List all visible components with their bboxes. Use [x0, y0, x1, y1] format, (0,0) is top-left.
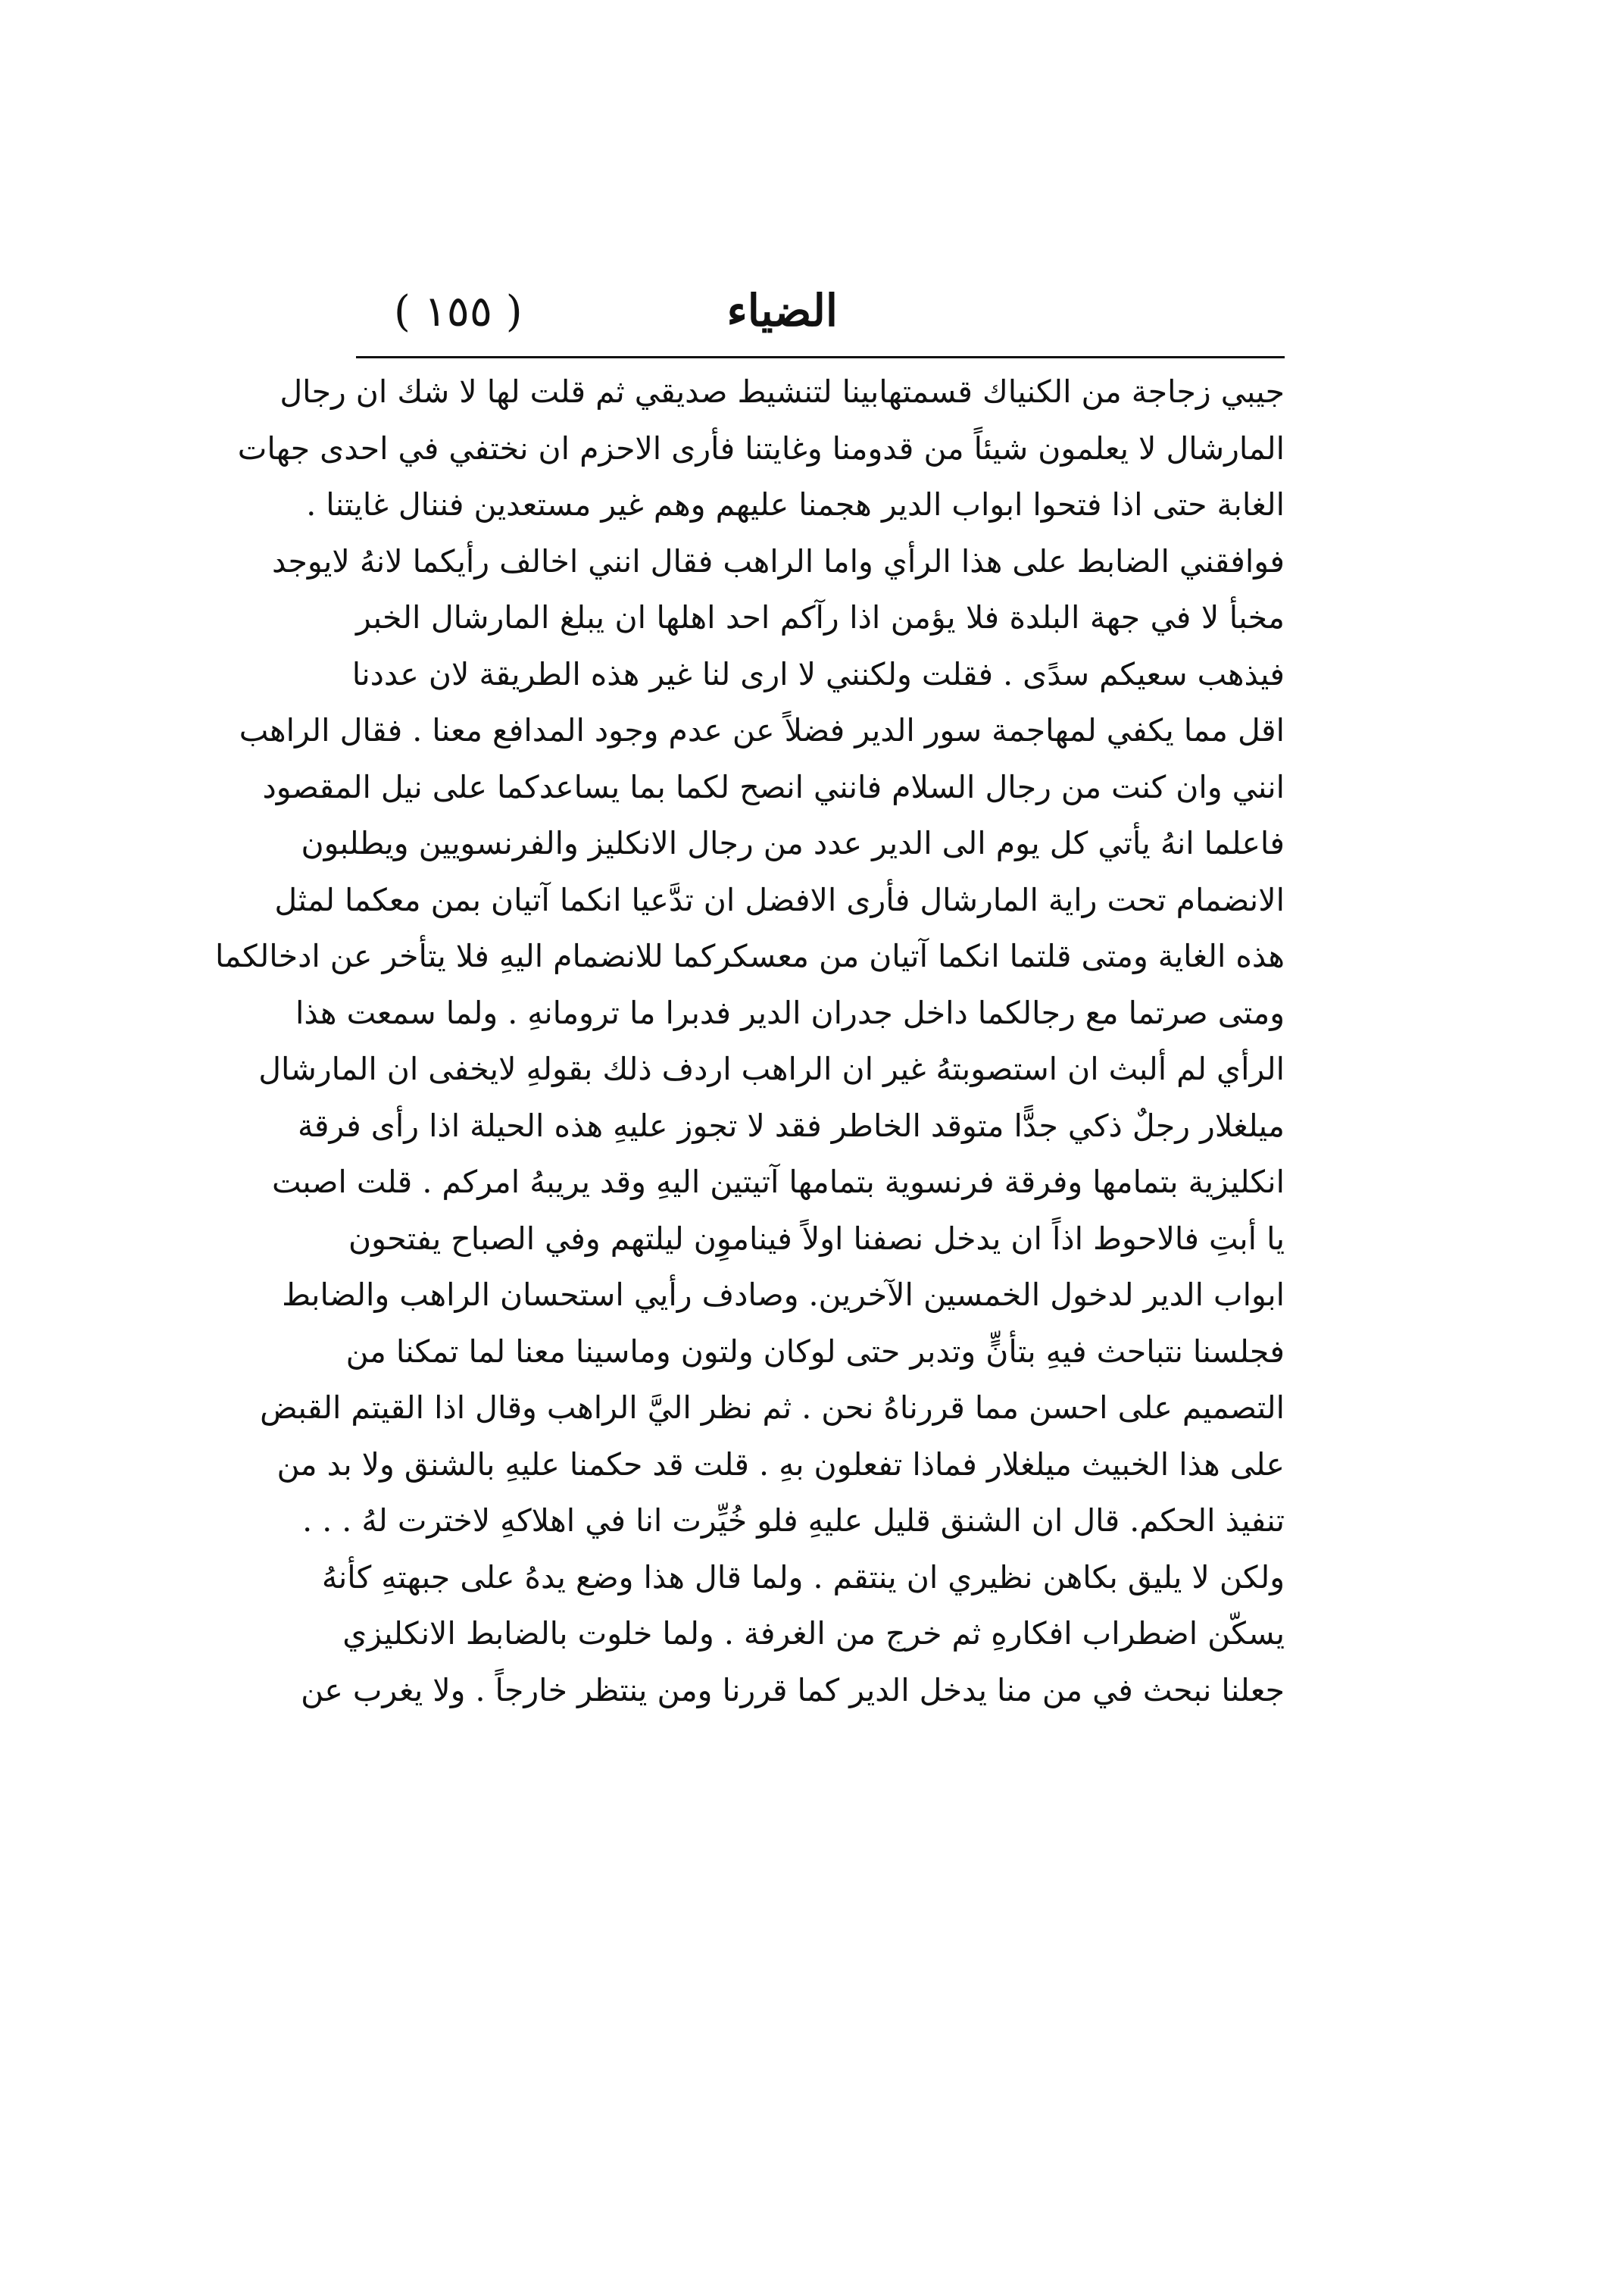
text-line: المارشال لا يعلمون شيئاً من قدومنا وغايتنا فأرى الاحزم ان نختفي في احدى جهات [237, 430, 1285, 467]
text-line: ميلغلار رجلٌ ذكي جدًّا متوقد الخاطر فقد لا تجوز عليهِ هذه الحيلة اذا رأى فرقة [297, 1107, 1285, 1144]
body-text [214, 364, 1285, 1718]
text-line: اقل مما يكفي لمهاجمة سور الدير فضلاً عن عدم وجود المدافع معنا . فقال الراهب [239, 712, 1285, 749]
text-line: الرأي لم ألبث ان استصوبتهُ غير ان الراهب اردف ذلك بقولهِ لايخفى ان المارشال [258, 1051, 1285, 1087]
text-line: يسكّن اضطراب افكارهِ ثم خرج من الغرفة . ولما خلوت بالضابط الانكليزي [342, 1615, 1285, 1652]
text-line: فوافقني الضابط على هذا الرأي واما الراهب فقال انني اخالف رأيكما لانهُ لايوجد [271, 542, 1285, 580]
running-header [356, 273, 1285, 356]
header-divider [356, 356, 1285, 358]
text-line: مخبأ لا في جهة البلدة فلا يؤمن اذا رآكم احد اهلها ان يبلغ المارشال الخبر [356, 599, 1285, 636]
text-line: التصميم على احسن مما قررناهُ نحن . ثم نظر اليَّ الراهب وقال اذا القيتم القبض [260, 1389, 1285, 1426]
text-line: ولكن لا يليق بكاهن نظيري ان ينتقم . ولما قال هذا وضع يدهُ على جبهتهِ كأنهُ [321, 1558, 1285, 1596]
text-line: ابواب الدير لدخول الخمسين الآخرين. وصادف رأيي استحسان الراهب والضابط [282, 1277, 1285, 1313]
text-line: فجلسنا نتباحث فيهِ بتأنٍّ وتدبر حتى لوكان ولتون وماسينا معنا لما تمكنا من [345, 1333, 1285, 1370]
text-line: انني وان كنت من رجال السلام فانني انصح لكما بما يساعدكما على نيل المقصود [262, 768, 1285, 805]
text-line: فيذهب سعيكم سدًى . فقلت ولكنني لا ارى لنا غير هذه الطريقة لان عددنا [351, 655, 1285, 692]
text-line: الانضمام تحت راية المارشال فأرى الافضل ان تدَّعيا انكما آتيان بمن معكما لمثل [274, 881, 1285, 918]
text-line: يا أبتِ فالاحوط اذاً ان يدخل نصفنا اولاً فيناموِن ليلتهم وفي الصباح يفتحون [348, 1220, 1285, 1257]
text-line: على هذا الخبيث ميلغلار فماذا تفعلون بهِ . قلت قد حكمنا عليهِ بالشنق ولا بد من [276, 1446, 1285, 1483]
text-line: فاعلما انهُ يأتي كل يوم الى الدير عدد من رجال الانكليز والفرنسويين ويطلبون [301, 825, 1285, 861]
text-line: ومتى صرتما مع رجالكما داخل جدران الدير فدبرا ما ترومانهِ . ولما سمعت هذا [295, 994, 1285, 1031]
text-line: جعلنا نبحث في من منا يدخل الدير كما قررنا ومن ينتظر خارجاً . ولا يغرب عن [301, 1671, 1285, 1708]
text-line: الغابة حتى اذا فتحوا ابواب الدير هجمنا عليهم وهم غير مستعدين فننال غايتنا . [306, 486, 1285, 523]
page-number: ( ١٥٥ ) [394, 287, 523, 336]
text-line: هذه الغاية ومتى قلتما انكما آتيان من معسكركما للانضمام اليهِ فلا يتأخر عن ادخالكما [214, 938, 1285, 974]
text-line: انكليزية بتمامها وفرقة فرنسوية بتمامها آتيتين اليهِ وقد يريبهُ امركم . قلت اصبت [271, 1164, 1285, 1200]
running-title: الضياء [726, 285, 838, 336]
text-line: تنفيذ الحكم. قال ان الشنق قليل عليهِ فلو خُيِّرت انا في اهلاكهِ لاخترت لهُ . . . [302, 1502, 1285, 1539]
text-line: جيبي زجاجة من الكنياك قسمتهابينا لتنشيط صديقي ثم قلت لها لا شك ان رجال [280, 373, 1285, 410]
